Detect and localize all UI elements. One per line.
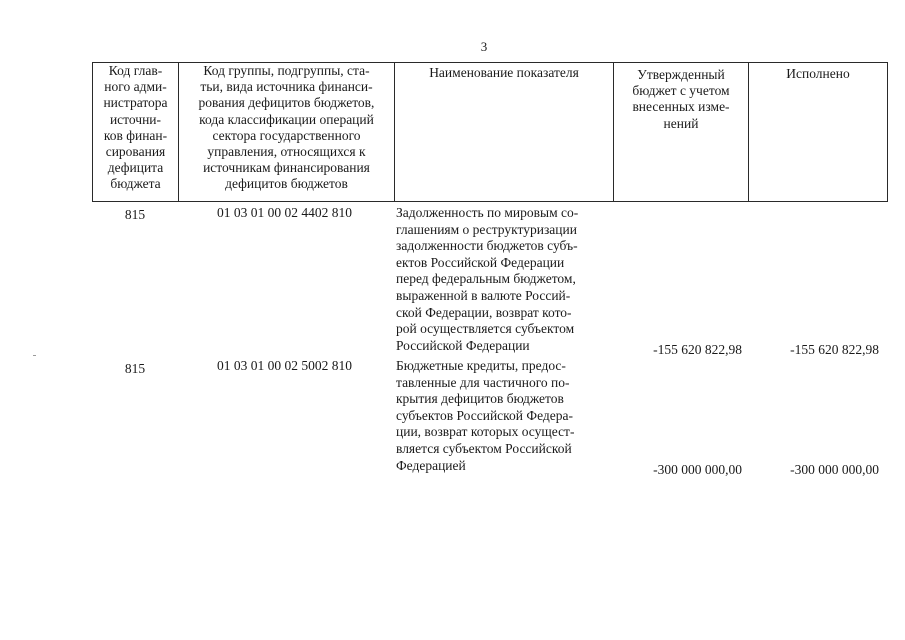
header-line: сектора государственного	[212, 127, 361, 143]
row-classification-code: 01 03 01 00 02 4402 810	[217, 205, 352, 220]
row-admin-code: 815	[124, 361, 146, 376]
header-line: управления, относящихся к	[207, 144, 366, 160]
table-header-row	[93, 63, 888, 202]
name-line: глашениям о реструктуризации	[396, 221, 577, 237]
table-header	[92, 62, 888, 202]
row-approved-value: -300 000 000,00	[653, 462, 742, 477]
row-approved-value: -155 620 822,98	[653, 342, 742, 357]
header-line: сирования	[105, 144, 166, 160]
header-line: источникам финансирования	[203, 160, 370, 176]
name-line: тавленные для частичного по-	[396, 374, 570, 390]
header-line: рования дефицитов бюджетов,	[198, 95, 375, 111]
name-line: Бюджетные кредиты, предос-	[396, 358, 566, 373]
header-line: Утвержденный	[637, 67, 725, 82]
name-line: Российской Федерации	[396, 337, 530, 353]
header-line: бюджета	[110, 176, 161, 192]
header-line: ного адми-	[104, 79, 167, 95]
scan-speck	[33, 355, 36, 356]
name-line: перед федеральным бюджетом,	[396, 271, 576, 287]
header-line: тьи, вида источника финанси-	[200, 79, 373, 95]
name-line: ской Федерации, возврат кото-	[396, 304, 572, 320]
header-indicator-name	[395, 63, 614, 202]
header-line: дефицита	[107, 160, 164, 176]
name-line: задолженности бюджетов субъ-	[396, 238, 578, 254]
header-line: Исполнено	[786, 66, 850, 81]
header-approved-budget	[614, 63, 749, 202]
row-executed-value: -155 620 822,98	[790, 342, 879, 357]
header-line: Код глав-	[108, 63, 163, 78]
header-line: внесенных изме-	[632, 99, 730, 115]
header-line: ков финан-	[103, 127, 168, 143]
header-line: Код группы, подгруппы, ста-	[203, 63, 370, 78]
name-line: вляется субъектом Российской	[396, 440, 572, 456]
header-line: нений	[663, 115, 699, 131]
name-line: крытия дефицитов бюджетов	[396, 391, 564, 407]
row-indicator-name	[396, 358, 609, 474]
header-line: Наименование показателя	[429, 65, 579, 80]
row-admin-code: 815	[124, 207, 146, 222]
name-line: рой осуществляется субъектом	[396, 321, 575, 337]
header-line: бюджет с учетом	[632, 83, 730, 99]
header-line: нистратора	[103, 95, 168, 111]
header-group-code	[179, 63, 395, 202]
row-classification-code: 01 03 01 00 02 5002 810	[217, 358, 352, 373]
name-line: ции, возврат которых осущест-	[396, 424, 575, 440]
header-line: кода классификации операций	[199, 111, 374, 127]
name-line: ектов Российской Федерации	[396, 254, 565, 270]
header-line: дефицитов бюджетов	[225, 176, 348, 192]
header-line: источни-	[109, 111, 162, 127]
row-executed-value: -300 000 000,00	[790, 462, 879, 477]
page-number: 3	[480, 39, 488, 54]
row-indicator-name	[396, 205, 609, 354]
name-line: субъектов Российской Федера-	[396, 407, 573, 423]
header-executed	[749, 63, 888, 202]
name-line: Задолженность по мировым со-	[396, 205, 579, 220]
name-line: выраженной в валюте Россий-	[396, 287, 571, 303]
header-admin-code	[93, 63, 179, 202]
name-line: Федерацией	[396, 457, 466, 473]
